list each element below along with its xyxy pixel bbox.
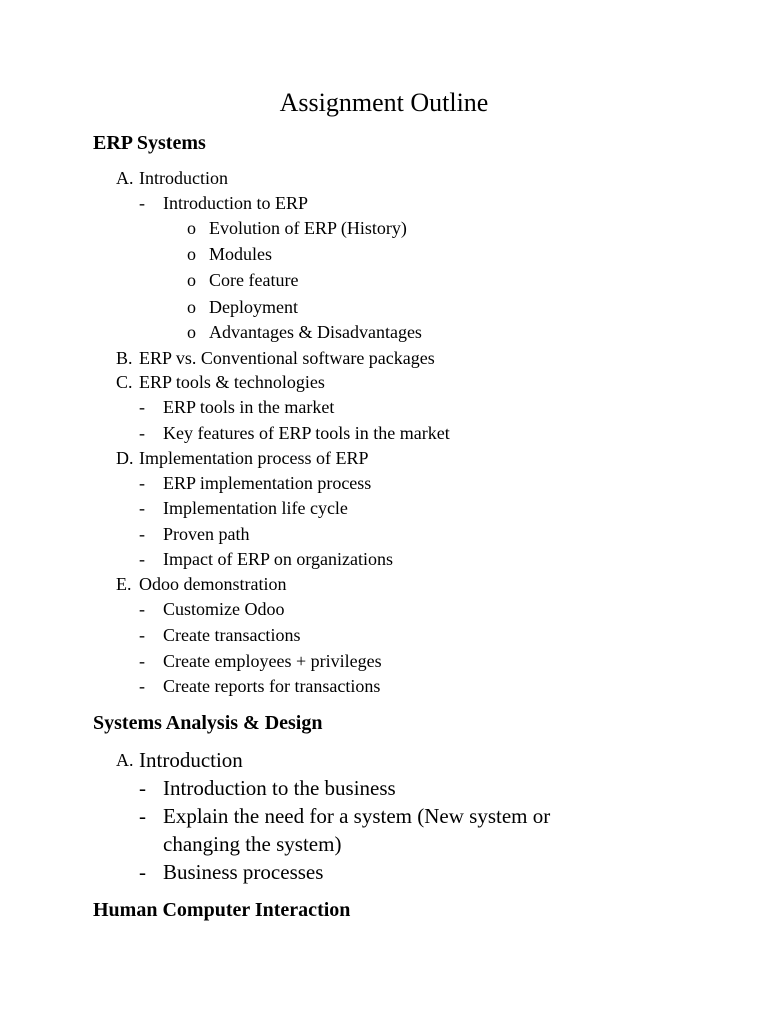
dash-bullet: -	[139, 599, 145, 619]
dash-bullet: -	[139, 473, 145, 493]
circle-bullet: o	[187, 218, 196, 238]
dash-bullet: -	[139, 860, 146, 884]
list-item-text: Implementation process of ERP	[139, 448, 369, 468]
list-item-text: Create reports for transactions	[163, 676, 381, 696]
section-heading-systems-analysis: Systems Analysis & Design	[93, 712, 323, 734]
list-item-text: Key features of ERP tools in the market	[163, 423, 450, 443]
circle-bullet: o	[187, 270, 196, 290]
list-item-text: Explain the need for a system (New system or	[163, 804, 551, 828]
list-item-text: Create employees + privileges	[163, 651, 382, 671]
circle-bullet: o	[187, 297, 196, 317]
dash-bullet: -	[139, 776, 146, 800]
section-heading-erp-systems: ERP Systems	[93, 132, 206, 154]
list-item-text: Introduction	[139, 168, 228, 188]
list-marker: C.	[116, 372, 133, 392]
list-item-text: changing the system)	[163, 832, 342, 856]
list-marker: E.	[116, 574, 132, 594]
dash-bullet: -	[139, 625, 145, 645]
dash-bullet: -	[139, 193, 145, 213]
section-heading-hci: Human Computer Interaction	[93, 899, 351, 921]
list-item-text: Odoo demonstration	[139, 574, 287, 594]
dash-bullet: -	[139, 524, 145, 544]
circle-bullet: o	[187, 322, 196, 342]
list-marker: A.	[116, 750, 134, 770]
list-item-text: ERP implementation process	[163, 473, 372, 493]
list-item-text: Introduction to the business	[163, 776, 396, 800]
list-item-text: ERP tools & technologies	[139, 372, 325, 392]
list-item-text: Proven path	[163, 524, 250, 544]
list-item-text: Introduction to ERP	[163, 193, 308, 213]
dash-bullet: -	[139, 397, 145, 417]
dash-bullet: -	[139, 804, 146, 828]
dash-bullet: -	[139, 549, 145, 569]
dash-bullet: -	[139, 676, 145, 696]
list-marker: A.	[116, 168, 134, 188]
list-marker: B.	[116, 348, 133, 368]
list-item-text: Implementation life cycle	[163, 498, 348, 518]
list-item-text: ERP tools in the market	[163, 397, 335, 417]
list-item-text: Business processes	[163, 860, 324, 884]
dash-bullet: -	[139, 423, 145, 443]
list-marker: D.	[116, 448, 134, 468]
circle-bullet: o	[187, 244, 196, 264]
dash-bullet: -	[139, 498, 145, 518]
document-title: Assignment Outline	[279, 88, 489, 117]
list-item-text: Deployment	[209, 297, 298, 317]
list-item-text: Core feature	[209, 270, 299, 290]
list-item-text: Modules	[209, 244, 272, 264]
list-item-text: Impact of ERP on organizations	[163, 549, 393, 569]
list-item-text: Customize Odoo	[163, 599, 285, 619]
list-item-text: Advantages & Disadvantages	[209, 322, 422, 342]
dash-bullet: -	[139, 651, 145, 671]
list-item-text: Evolution of ERP (History)	[209, 218, 407, 238]
list-item-text: Introduction	[139, 748, 243, 772]
list-item-text: ERP vs. Conventional software packages	[139, 348, 435, 368]
list-item-text: Create transactions	[163, 625, 301, 645]
